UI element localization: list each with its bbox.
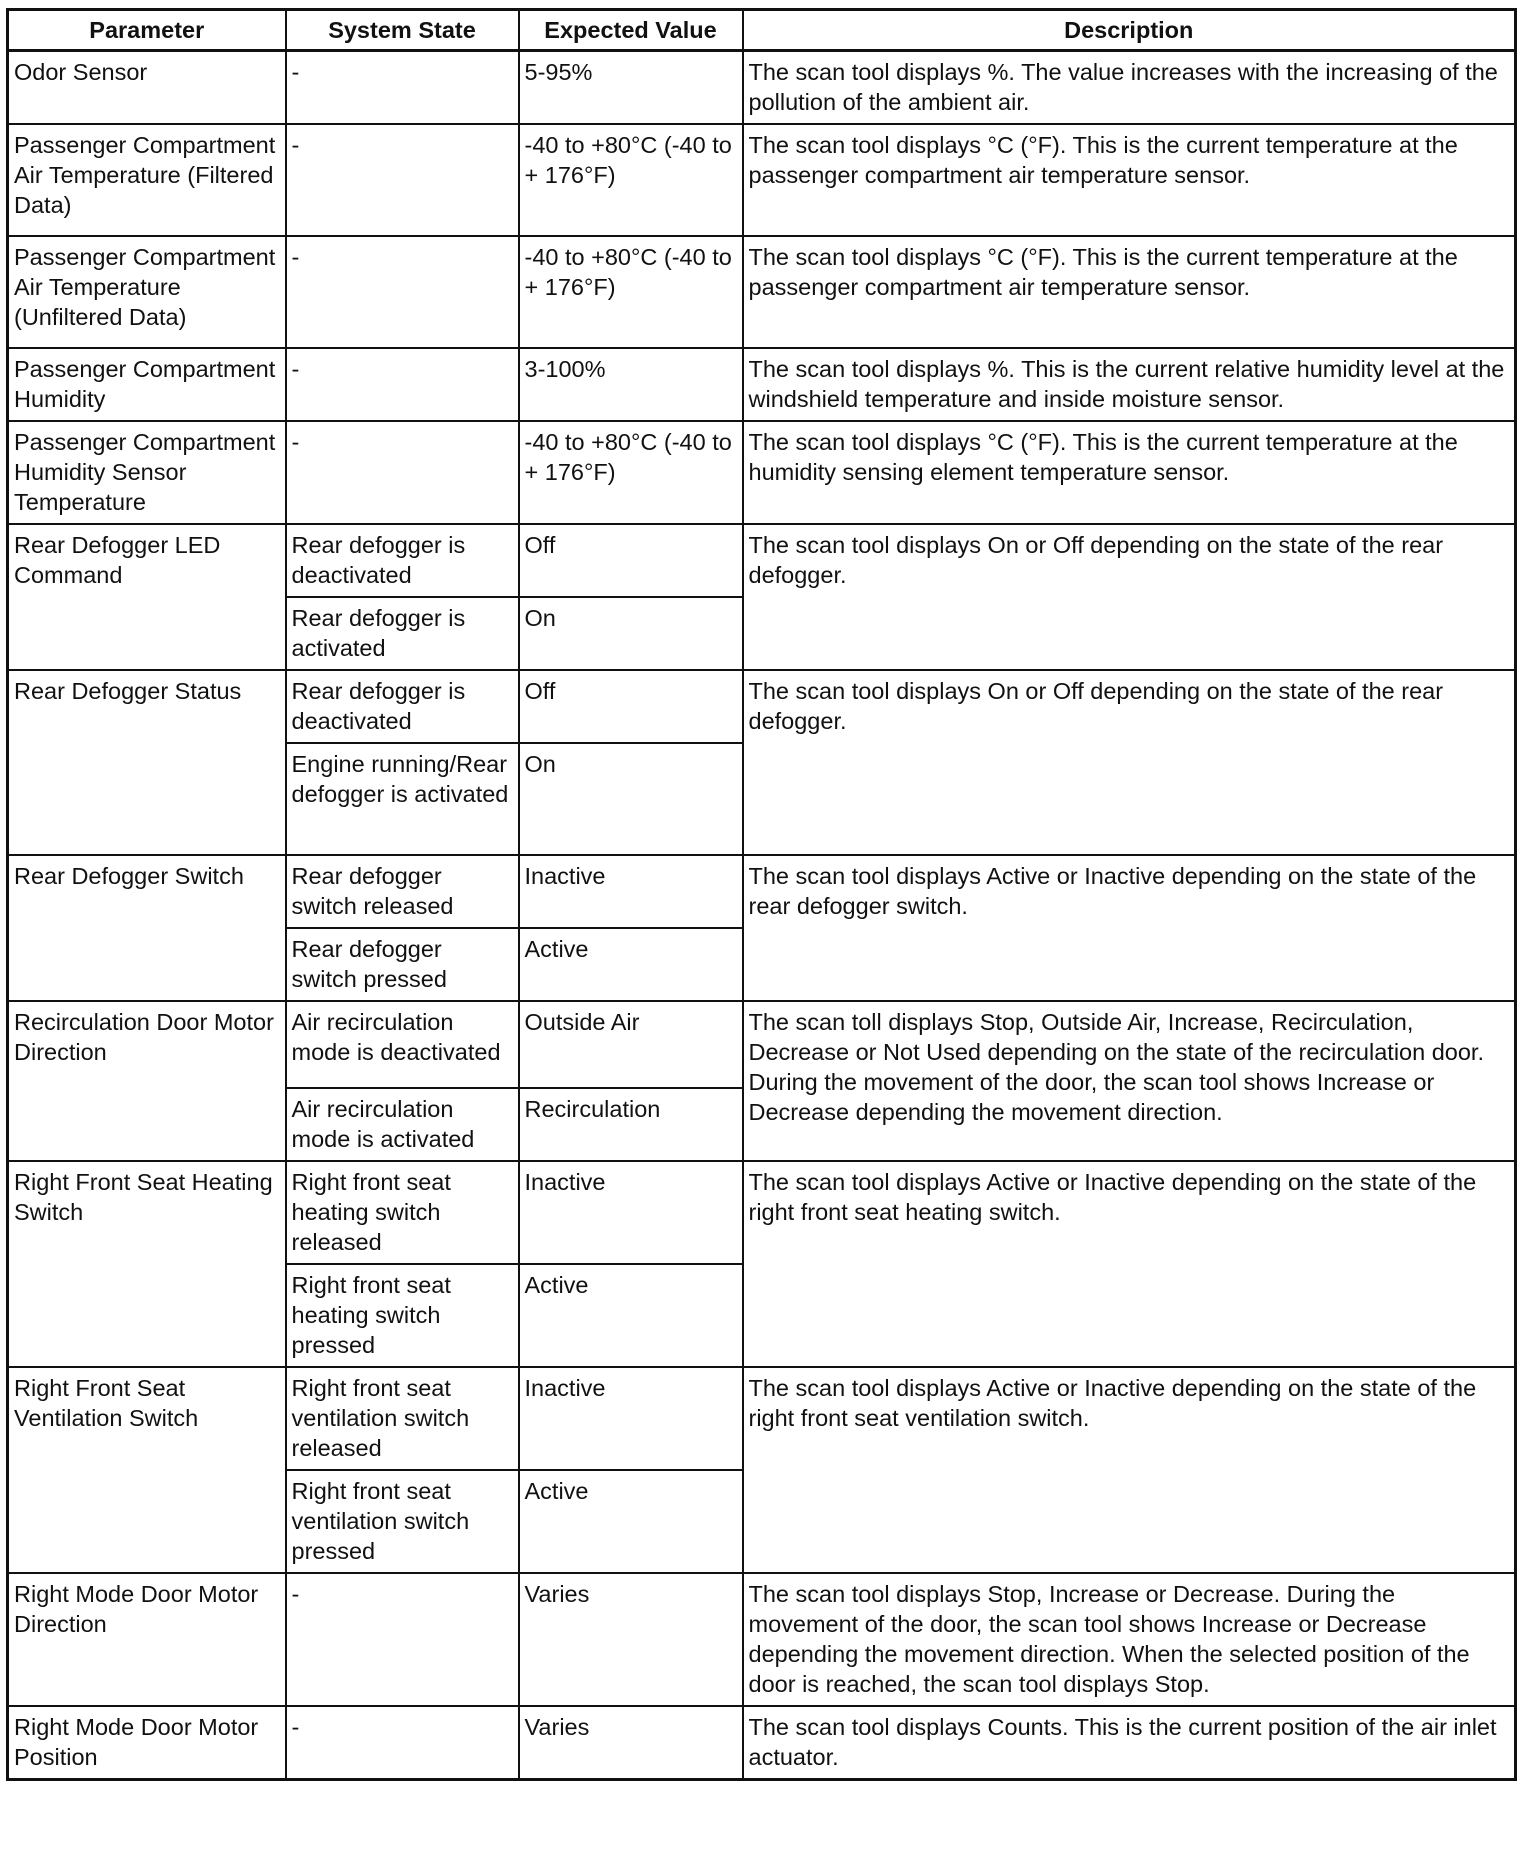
cell-description: The scan toll displays Stop, Outside Air, Increase, Recirculation, Decrease or Not Used depending on the state of the recirculation door. During the movement of the door, the scan tool shows Increase or Decrease depending the movement direction.	[743, 1001, 1516, 1161]
cell-system-state: Right front seat ventilation switch released	[286, 1367, 519, 1470]
header-expected-value: Expected Value	[519, 10, 743, 51]
cell-parameter: Right Mode Door Motor Direction	[8, 1573, 286, 1706]
cell-parameter: Rear Defogger Switch	[8, 855, 286, 1001]
table-row	[8, 670, 1516, 743]
cell-system-state: Right front seat heating switch released	[286, 1161, 519, 1264]
cell-parameter: Recirculation Door Motor Direction	[8, 1001, 286, 1161]
cell-system-state: Rear defogger is deactivated	[286, 524, 519, 597]
table-row	[8, 1367, 1516, 1470]
cell-parameter: Passenger Compartment Air Temperature (Filtered Data)	[8, 124, 286, 236]
cell-description: The scan tool displays %. This is the current relative humidity level at the windshield temperature and inside moisture sensor.	[743, 348, 1516, 421]
cell-expected-value: Recirculation	[519, 1088, 743, 1161]
cell-expected-value: On	[519, 743, 743, 855]
cell-system-state: -	[286, 348, 519, 421]
cell-expected-value: Off	[519, 524, 743, 597]
cell-system-state: -	[286, 124, 519, 236]
cell-system-state: Rear defogger is activated	[286, 597, 519, 670]
cell-expected-value: Varies	[519, 1573, 743, 1706]
table-row	[8, 1573, 1516, 1706]
cell-expected-value: Outside Air	[519, 1001, 743, 1088]
cell-parameter: Odor Sensor	[8, 51, 286, 125]
cell-expected-value: Varies	[519, 1706, 743, 1780]
cell-system-state: Engine running/Rear defogger is activated	[286, 743, 519, 855]
cell-description: The scan tool displays Active or Inactive depending on the state of the right front seat heating switch.	[743, 1161, 1516, 1367]
cell-system-state: -	[286, 236, 519, 348]
header-parameter: Parameter	[8, 10, 286, 51]
cell-expected-value: Active	[519, 1470, 743, 1573]
cell-expected-value: 3-100%	[519, 348, 743, 421]
table-row	[8, 421, 1516, 524]
cell-parameter: Passenger Compartment Air Temperature (Unfiltered Data)	[8, 236, 286, 348]
cell-system-state: Rear defogger switch pressed	[286, 928, 519, 1001]
cell-expected-value: Off	[519, 670, 743, 743]
cell-system-state: Rear defogger is deactivated	[286, 670, 519, 743]
cell-description: The scan tool displays On or Off depending on the state of the rear defogger.	[743, 670, 1516, 855]
cell-description: The scan tool displays °C (°F). This is the current temperature at the passenger compartment air temperature sensor.	[743, 236, 1516, 348]
table-row	[8, 855, 1516, 928]
cell-expected-value: -40 to +80°C (-40 to + 176°F)	[519, 421, 743, 524]
table-row	[8, 348, 1516, 421]
cell-expected-value: Active	[519, 1264, 743, 1367]
cell-expected-value: On	[519, 597, 743, 670]
cell-expected-value: Inactive	[519, 1161, 743, 1264]
parameter-table	[6, 8, 1517, 1781]
table-row	[8, 1161, 1516, 1264]
table-row	[8, 124, 1516, 236]
cell-parameter: Rear Defogger LED Command	[8, 524, 286, 670]
cell-parameter: Right Front Seat Ventilation Switch	[8, 1367, 286, 1573]
cell-system-state: -	[286, 1706, 519, 1780]
cell-system-state: Air recirculation mode is deactivated	[286, 1001, 519, 1088]
table-row	[8, 1001, 1516, 1088]
table-row	[8, 51, 1516, 125]
cell-system-state: Air recirculation mode is activated	[286, 1088, 519, 1161]
cell-system-state: Rear defogger switch released	[286, 855, 519, 928]
cell-description: The scan tool displays Active or Inactive depending on the state of the right front seat ventilation switch.	[743, 1367, 1516, 1573]
cell-expected-value: Inactive	[519, 1367, 743, 1470]
cell-parameter: Right Mode Door Motor Position	[8, 1706, 286, 1780]
cell-description: The scan tool displays %. The value increases with the increasing of the pollution of the ambient air.	[743, 51, 1516, 125]
cell-system-state: -	[286, 1573, 519, 1706]
table-row	[8, 524, 1516, 597]
cell-system-state: Right front seat heating switch pressed	[286, 1264, 519, 1367]
cell-description: The scan tool displays °C (°F). This is the current temperature at the humidity sensing element temperature sensor.	[743, 421, 1516, 524]
cell-system-state: -	[286, 421, 519, 524]
cell-parameter: Right Front Seat Heating Switch	[8, 1161, 286, 1367]
cell-parameter: Passenger Compartment Humidity	[8, 348, 286, 421]
header-system-state: System State	[286, 10, 519, 51]
cell-description: The scan tool displays Active or Inactive depending on the state of the rear defogger switch.	[743, 855, 1516, 1001]
cell-expected-value: Inactive	[519, 855, 743, 928]
cell-system-state: Right front seat ventilation switch pressed	[286, 1470, 519, 1573]
cell-description: The scan tool displays °C (°F). This is the current temperature at the passenger compartment air temperature sensor.	[743, 124, 1516, 236]
cell-expected-value: Active	[519, 928, 743, 1001]
cell-description: The scan tool displays Stop, Increase or Decrease. During the movement of the door, the scan tool shows Increase or Decrease depending the movement direction. When the selected position of the door is reached, the scan tool displays Stop.	[743, 1573, 1516, 1706]
cell-expected-value: -40 to +80°C (-40 to + 176°F)	[519, 236, 743, 348]
header-description: Description	[743, 10, 1516, 51]
parameter-table-container	[6, 8, 1514, 1781]
table-row	[8, 236, 1516, 348]
cell-description: The scan tool displays Counts. This is the current position of the air inlet actuator.	[743, 1706, 1516, 1780]
table-row	[8, 1706, 1516, 1780]
cell-description: The scan tool displays On or Off depending on the state of the rear defogger.	[743, 524, 1516, 670]
header-row	[8, 10, 1516, 51]
cell-system-state: -	[286, 51, 519, 125]
cell-expected-value: 5-95%	[519, 51, 743, 125]
cell-expected-value: -40 to +80°C (-40 to + 176°F)	[519, 124, 743, 236]
cell-parameter: Passenger Compartment Humidity Sensor Temperature	[8, 421, 286, 524]
cell-parameter: Rear Defogger Status	[8, 670, 286, 855]
